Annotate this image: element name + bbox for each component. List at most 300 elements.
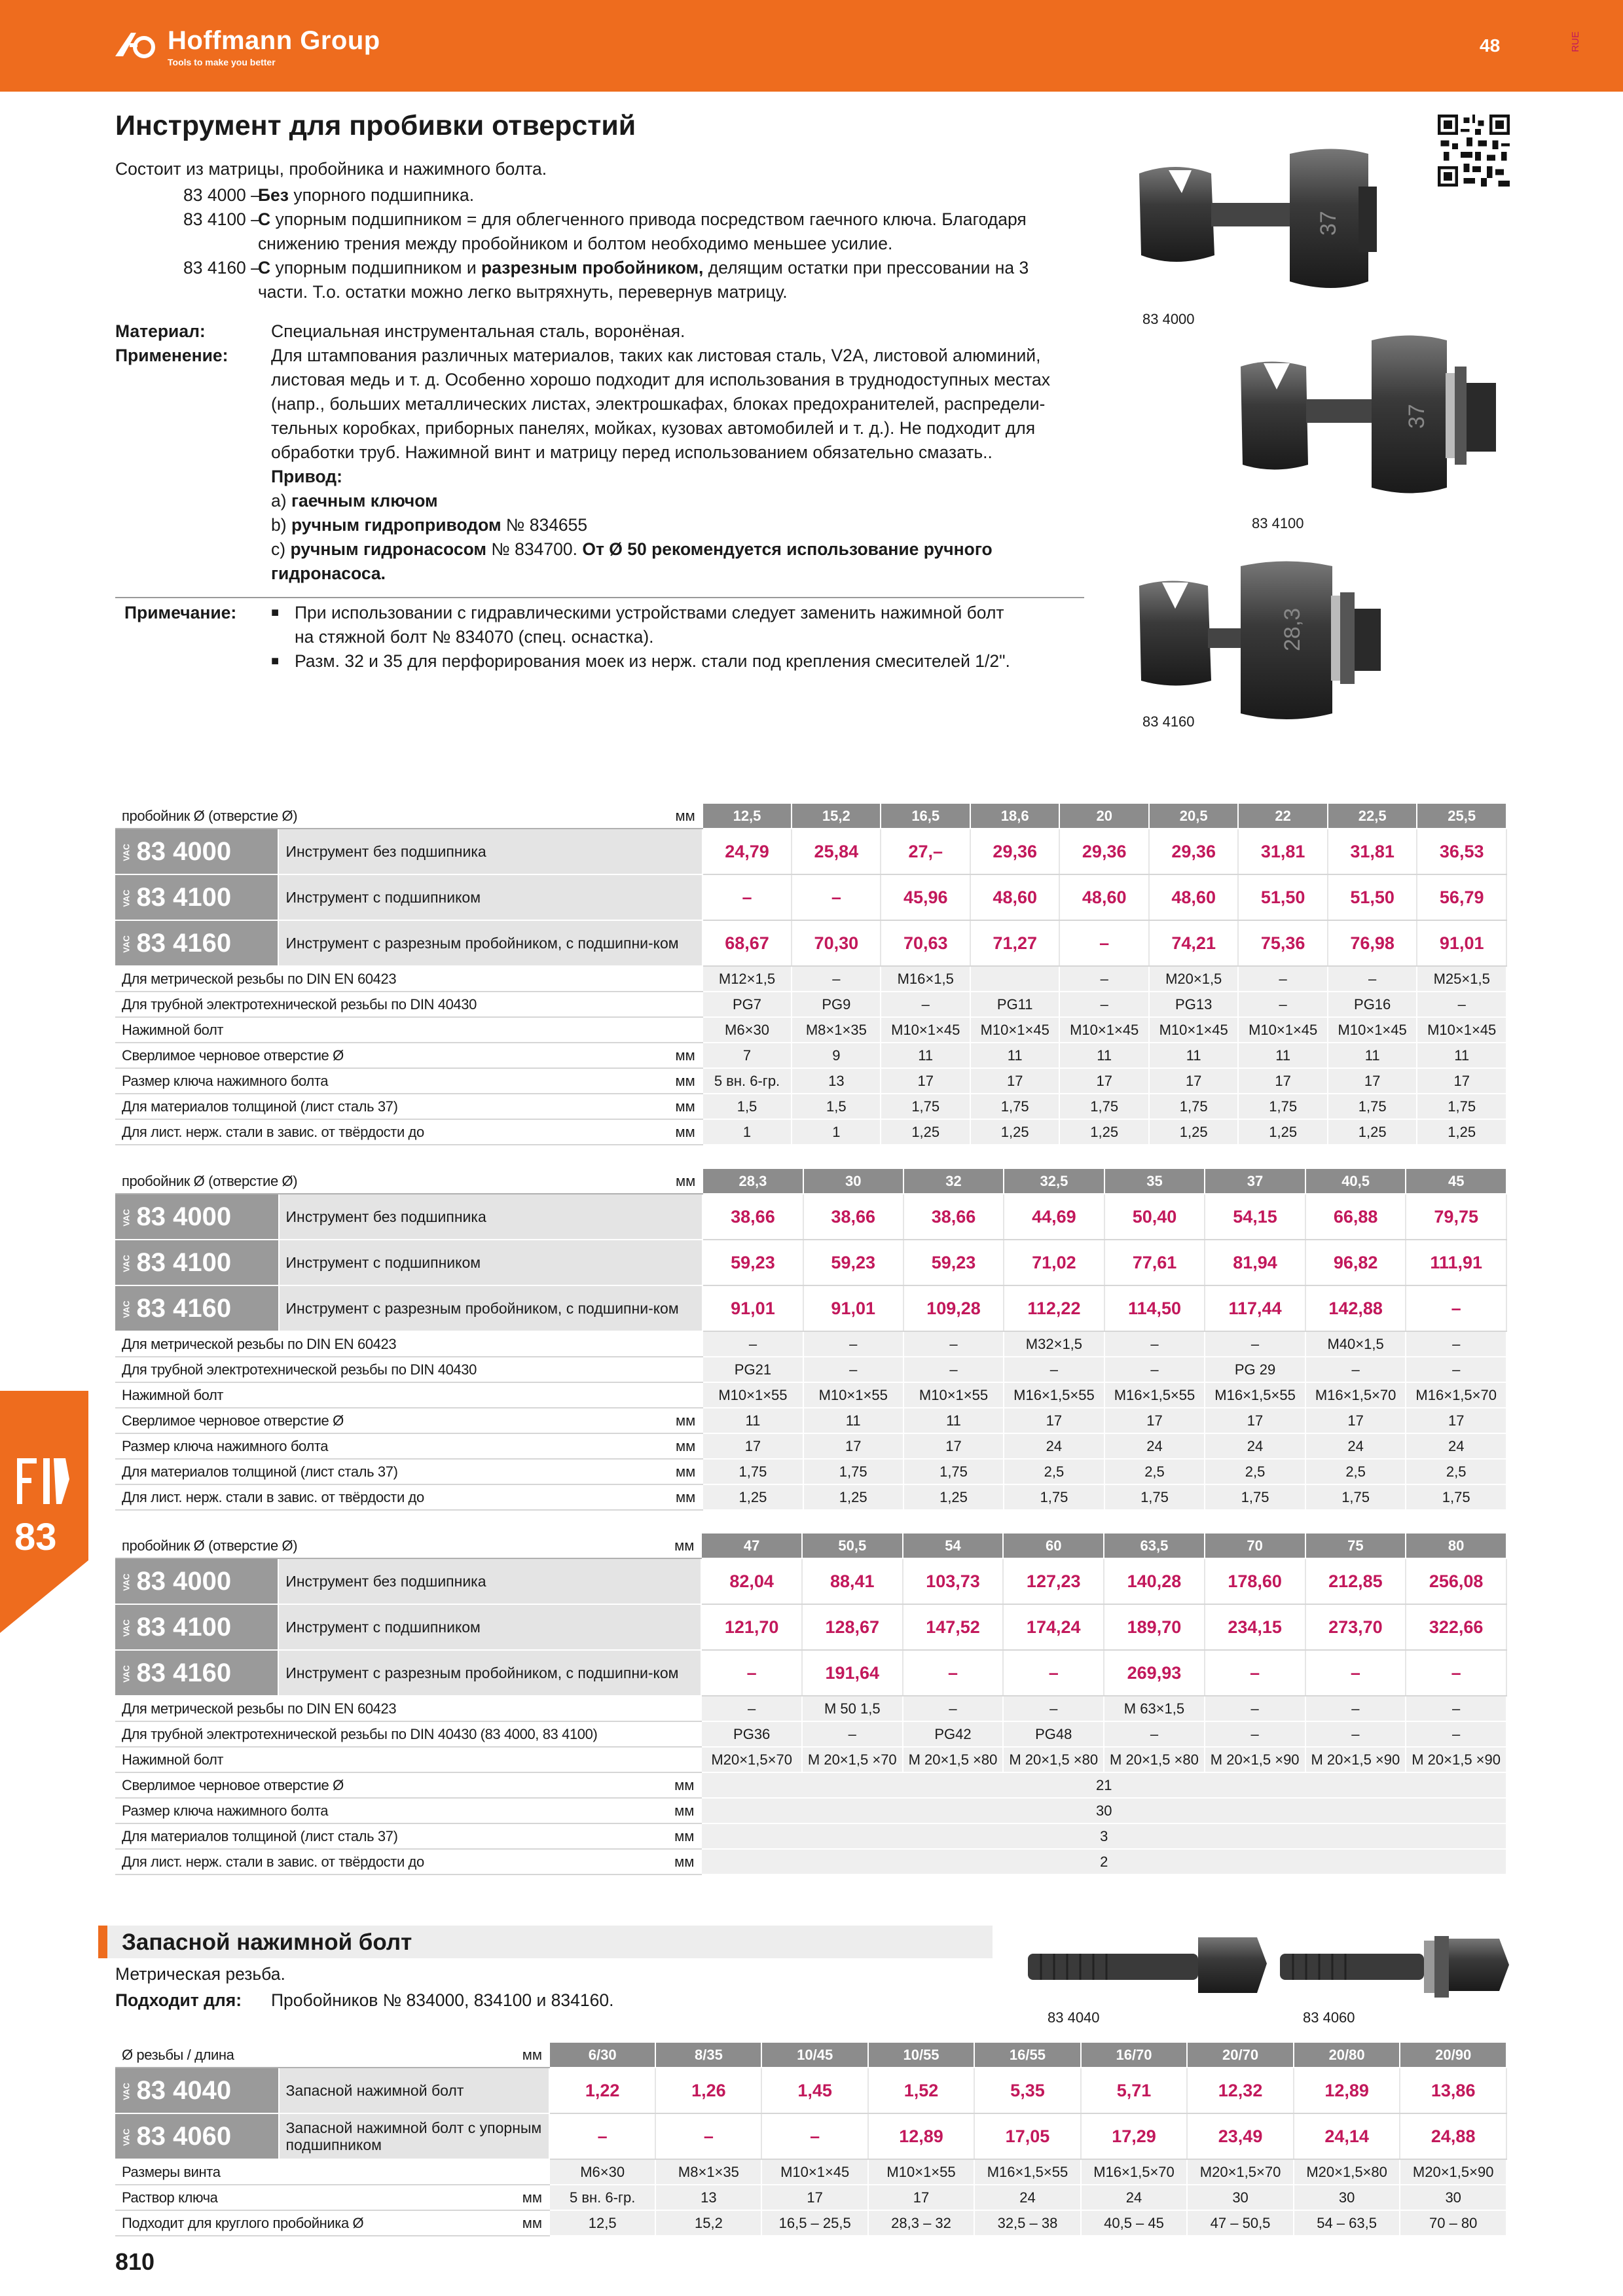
price-cell[interactable]: 269,93 <box>1104 1650 1205 1696</box>
spec-value: – <box>1238 992 1327 1017</box>
price-row[interactable] <box>115 1194 1506 1240</box>
vac-label: VAC <box>121 1209 132 1227</box>
price-cell[interactable]: 1,26 <box>655 2068 761 2113</box>
price-cell[interactable]: 31,81 <box>1238 829 1327 874</box>
price-cell[interactable]: 273,70 <box>1305 1604 1406 1650</box>
bold-text: С <box>258 209 271 229</box>
spec-value: M8×1×35 <box>655 2159 761 2185</box>
price-row[interactable] <box>115 829 1506 874</box>
spec-value: 70 – 80 <box>1400 2210 1506 2236</box>
spec-value: 1,75 <box>903 1459 1004 1484</box>
spec-value: M 20×1,5 ×80 <box>1003 1747 1104 1772</box>
price-cell[interactable]: 24,79 <box>702 829 792 874</box>
price-cell[interactable]: 117,44 <box>1205 1285 1305 1331</box>
price-row[interactable] <box>115 2113 1506 2159</box>
article-number: 83 4160 <box>136 928 232 958</box>
spec-label: Для материалов толщиной (лист сталь 37) <box>115 1459 666 1484</box>
column-header-size: 10/45 <box>761 2043 867 2068</box>
svg-text:28,3: 28,3 <box>1280 607 1305 651</box>
price-cell[interactable]: 91,01 <box>702 1285 803 1331</box>
price-cell[interactable]: – <box>903 1650 1004 1696</box>
price-cell[interactable]: 121,70 <box>701 1604 802 1650</box>
price-cell[interactable]: – <box>1406 1285 1506 1331</box>
table-header-unit: мм <box>666 804 702 829</box>
spec-row <box>115 1849 1506 1874</box>
price-cell[interactable]: 12,89 <box>868 2113 974 2159</box>
spec-label: Сверлимое черновое отверстие Ø <box>115 1772 665 1798</box>
spec-row <box>115 1119 1506 1145</box>
article-code <box>115 829 278 874</box>
spec-label: Для метрической резьбы по DIN EN 60423 <box>115 1696 665 1721</box>
photo-caption-834100: 83 4100 <box>1252 515 1304 531</box>
price-cell[interactable]: 27,– <box>881 829 970 874</box>
spec-value: 1,25 <box>1328 1119 1417 1145</box>
spec-value: M16×1,5×55 <box>1205 1382 1305 1408</box>
price-row[interactable] <box>115 1558 1506 1604</box>
spec-row <box>115 1331 1506 1357</box>
spec-value: PG7 <box>702 992 792 1017</box>
price-cell[interactable]: 38,66 <box>803 1194 903 1240</box>
spec-unit: мм <box>665 1823 702 1849</box>
spec-value: – <box>803 1357 903 1382</box>
article-number: 83 4100 <box>136 1247 232 1277</box>
price-cell[interactable]: 36,53 <box>1417 829 1506 874</box>
spec-value: 2,5 <box>1205 1459 1305 1484</box>
spec-value: 11 <box>1328 1043 1417 1068</box>
spec-value: M 20×1,5 ×70 <box>802 1747 903 1772</box>
spec-value: M10×1×55 <box>803 1382 903 1408</box>
spec-unit: мм <box>513 2185 549 2210</box>
product-name: Инструмент с разрезным пробойником, с подшипни-ком <box>278 1650 701 1696</box>
spec-value: 1,75 <box>970 1094 1059 1119</box>
spec-value: 11 <box>1059 1043 1148 1068</box>
spec-value: M10×1×45 <box>1149 1017 1238 1043</box>
spec-row <box>115 966 1506 992</box>
spec-value: 11 <box>1417 1043 1506 1068</box>
variant-line <box>183 232 1133 256</box>
spec-value: 47 – 50,5 <box>1187 2210 1294 2236</box>
price-cell[interactable]: 12,89 <box>1294 2068 1400 2113</box>
spec-value: 1,75 <box>1305 1484 1406 1510</box>
article-code <box>115 1240 279 1285</box>
spec-value: M20×1,5 <box>1149 966 1238 992</box>
spec-row <box>115 1068 1506 1094</box>
spec-unit: мм <box>666 1043 702 1068</box>
application-line: Для штампования различных материалов, таких как листовая сталь, V2A, листовой алюминий, <box>271 346 1041 365</box>
spec-value: 2,5 <box>1305 1459 1406 1484</box>
spec-value: 11 <box>702 1408 803 1433</box>
column-header-size: 6/30 <box>549 2043 655 2068</box>
price-cell[interactable]: 147,52 <box>903 1604 1004 1650</box>
column-header-size: 12,5 <box>702 804 792 829</box>
spec-value: M16×1,5×70 <box>1406 1382 1506 1408</box>
spec-label: Размеры винта <box>115 2159 513 2185</box>
price-cell[interactable]: 256,08 <box>1406 1558 1506 1604</box>
column-header-size: 47 <box>701 1534 802 1558</box>
spec-value: PG16 <box>1328 992 1417 1017</box>
spec-value: 1,25 <box>881 1119 970 1145</box>
spec-value: 1,25 <box>1238 1119 1327 1145</box>
price-cell[interactable]: 38,66 <box>903 1194 1004 1240</box>
spec-value: 24 <box>1205 1433 1305 1459</box>
spec-value: M 20×1,5 ×90 <box>1205 1747 1305 1772</box>
price-cell[interactable]: 212,85 <box>1305 1558 1406 1604</box>
spec-value: – <box>1406 1696 1506 1721</box>
column-header-size: 70 <box>1205 1534 1305 1558</box>
spec-row <box>115 1798 1506 1823</box>
text: снижению трения между пробойником и болтом необходимо меньшее усилие. <box>258 234 893 253</box>
price-cell[interactable]: 109,28 <box>903 1285 1004 1331</box>
note-line <box>271 601 1122 625</box>
vac-label: VAC <box>121 889 132 908</box>
spec-value: M20×1,5×70 <box>1187 2159 1294 2185</box>
price-cell[interactable]: 74,21 <box>1149 920 1238 966</box>
price-cell[interactable]: 128,67 <box>802 1604 903 1650</box>
price-cell[interactable]: 91,01 <box>803 1285 903 1331</box>
price-cell[interactable]: 54,15 <box>1205 1194 1305 1240</box>
spec-row <box>115 1772 1506 1798</box>
spec-unit <box>666 966 702 992</box>
price-cell[interactable]: 82,04 <box>701 1558 802 1604</box>
price-cell[interactable]: – <box>701 1650 802 1696</box>
price-cell[interactable]: – <box>549 2113 655 2159</box>
price-cell[interactable]: 70,30 <box>792 920 881 966</box>
price-cell[interactable]: 48,60 <box>1149 874 1238 920</box>
spec-row <box>115 1357 1506 1382</box>
price-cell[interactable]: 50,40 <box>1104 1194 1205 1240</box>
spec-value: M40×1,5 <box>1305 1331 1406 1357</box>
material-text: Специальная инструментальная сталь, воронёная. <box>271 321 685 341</box>
product-name: Инструмент без подшипника <box>278 1558 701 1604</box>
price-cell[interactable]: 96,82 <box>1305 1240 1406 1285</box>
spec-value: – <box>1406 1721 1506 1747</box>
spec-value: 17 <box>903 1433 1004 1459</box>
vac-label: VAC <box>121 1255 132 1273</box>
column-header-size: 15,2 <box>792 804 881 829</box>
price-cell[interactable]: 114,50 <box>1104 1285 1205 1331</box>
price-cell[interactable]: – <box>1406 1650 1506 1696</box>
brand-logo[interactable] <box>115 26 380 67</box>
spec-unit <box>665 1747 702 1772</box>
spec-label: Сверлимое черновое отверстие Ø <box>115 1043 666 1068</box>
price-cell[interactable]: 71,27 <box>970 920 1059 966</box>
spare-bolt-fits-text: Пробойников № 834000, 834100 и 834160. <box>271 1990 614 2010</box>
chapter-side-tab[interactable] <box>0 1391 88 1633</box>
drive-option <box>271 562 1142 586</box>
price-cell[interactable]: 29,36 <box>970 829 1059 874</box>
product-photo-834040 <box>1021 1924 1270 2006</box>
spec-row <box>115 1433 1506 1459</box>
column-header-size: 16,5 <box>881 804 970 829</box>
table-header-unit: мм <box>666 1169 703 1194</box>
price-cell[interactable]: 24,88 <box>1400 2113 1506 2159</box>
spec-value: 2,5 <box>1406 1459 1506 1484</box>
spec-unit: мм <box>666 1433 703 1459</box>
spec-value: M10×1×45 <box>970 1017 1059 1043</box>
spec-row <box>115 1823 1506 1849</box>
price-cell[interactable]: – <box>655 2113 761 2159</box>
spec-unit: мм <box>666 1068 702 1094</box>
spec-value: M16×1,5×70 <box>1081 2159 1188 2185</box>
spare-bolt-fits-label: Подходит для: <box>115 1990 242 2010</box>
language-code: RUE <box>1570 31 1581 52</box>
article-code <box>115 920 278 966</box>
product-name: Инструмент без подшипника <box>278 829 702 874</box>
price-row[interactable] <box>115 874 1506 920</box>
chapter-number: 83 <box>14 1516 57 1558</box>
variant-code: 83 4160 – <box>183 258 261 278</box>
product-photo-834060 <box>1273 1924 1522 2006</box>
text: упорным подшипником и <box>270 258 482 278</box>
price-cell[interactable]: 91,01 <box>1417 920 1506 966</box>
spec-value: 1,75 <box>803 1459 903 1484</box>
bold-text: Без <box>258 185 289 205</box>
column-header-size: 20 <box>1059 804 1148 829</box>
column-header-size: 60 <box>1003 1534 1104 1558</box>
spec-value: M16×1,5×55 <box>1104 1382 1205 1408</box>
price-cell[interactable]: 23,49 <box>1187 2113 1294 2159</box>
article-code <box>115 1194 279 1240</box>
spec-unit: мм <box>666 1119 702 1145</box>
spec-value: 17 <box>1104 1408 1205 1433</box>
spec-label: Для трубной электротехнической резьбы по DIN 40430 <box>115 992 666 1017</box>
spec-value: M 20×1,5 ×80 <box>903 1747 1004 1772</box>
price-cell[interactable]: 13,86 <box>1400 2068 1506 2113</box>
drive-option <box>271 489 1142 513</box>
spec-row <box>115 1747 1506 1772</box>
product-name: Запасной нажимной болт <box>279 2068 550 2113</box>
variant-code: 83 4000 – <box>183 185 261 205</box>
spec-value: 24 <box>974 2185 1081 2210</box>
price-cell[interactable]: 79,75 <box>1406 1194 1506 1240</box>
product-photo-834000 <box>1136 141 1378 301</box>
price-cell[interactable]: 48,60 <box>1059 874 1148 920</box>
spec-label: Нажимной болт <box>115 1017 666 1043</box>
price-cell[interactable]: – <box>1059 920 1148 966</box>
price-cell[interactable]: 51,50 <box>1238 874 1327 920</box>
spec-row <box>115 2185 1506 2210</box>
price-cell[interactable]: 140,28 <box>1104 1558 1205 1604</box>
application-text <box>271 344 1142 586</box>
qr-code-icon[interactable] <box>1438 115 1510 187</box>
spec-value: M10×1×45 <box>881 1017 970 1043</box>
spec-value: M10×1×55 <box>903 1382 1004 1408</box>
product-name: Инструмент с разрезным пробойником, с подшипни-ком <box>278 920 702 966</box>
price-cell[interactable]: – <box>761 2113 867 2159</box>
price-cell[interactable]: 5,35 <box>974 2068 1081 2113</box>
price-row[interactable] <box>115 1650 1506 1696</box>
brand-name: Hoffmann Group <box>168 26 380 55</box>
spec-unit: мм <box>665 1849 702 1874</box>
article-number: 83 4100 <box>136 882 232 912</box>
spec-value: – <box>1059 966 1148 992</box>
spec-value: 1,75 <box>1406 1484 1506 1510</box>
price-cell[interactable]: 81,94 <box>1205 1240 1305 1285</box>
price-cell[interactable]: 68,67 <box>702 920 792 966</box>
spec-value: 1,75 <box>1104 1484 1205 1510</box>
price-cell[interactable]: – <box>792 874 881 920</box>
spec-value: 17 <box>881 1068 970 1094</box>
price-cell[interactable]: 24,14 <box>1294 2113 1400 2159</box>
price-cell[interactable]: 29,36 <box>1149 829 1238 874</box>
price-cell[interactable]: 189,70 <box>1104 1604 1205 1650</box>
price-cell[interactable]: 25,84 <box>792 829 881 874</box>
spec-label: Нажимной болт <box>115 1382 666 1408</box>
spec-value: M25×1,5 <box>1417 966 1506 992</box>
price-cell[interactable]: 66,88 <box>1305 1194 1406 1240</box>
brand-logo-icon <box>115 30 161 59</box>
price-cell[interactable]: 191,64 <box>802 1650 903 1696</box>
price-cell[interactable]: 142,88 <box>1305 1285 1406 1331</box>
price-row[interactable] <box>115 920 1506 966</box>
price-row[interactable] <box>115 1285 1506 1331</box>
column-header-size: 10/55 <box>868 2043 974 2068</box>
price-cell[interactable]: 45,96 <box>881 874 970 920</box>
note-items <box>271 601 1122 673</box>
spec-value: 24 <box>1305 1433 1406 1459</box>
price-row[interactable] <box>115 1604 1506 1650</box>
material-label: Материал: <box>115 321 206 341</box>
price-table-3 <box>115 1534 1507 1875</box>
variant-code: 83 4100 – <box>183 209 261 229</box>
price-cell[interactable]: 178,60 <box>1205 1558 1305 1604</box>
spec-label: Для метрической резьбы по DIN EN 60423 <box>115 1331 666 1357</box>
spec-value: – <box>1417 992 1506 1017</box>
bold-text: ручным гидронасосом <box>290 539 487 559</box>
spec-label: Для лист. нерж. стали в завис. от твёрдости до <box>115 1119 666 1145</box>
spec-value: M10×1×55 <box>868 2159 974 2185</box>
price-cell[interactable]: 17,05 <box>974 2113 1081 2159</box>
price-cell[interactable]: 1,52 <box>868 2068 974 2113</box>
spec-value: M16×1,5×55 <box>974 2159 1081 2185</box>
price-cell[interactable]: 75,36 <box>1238 920 1327 966</box>
vac-label: VAC <box>121 1300 132 1319</box>
price-cell[interactable]: 1,22 <box>549 2068 655 2113</box>
spec-value: 17 <box>1205 1408 1305 1433</box>
text: № 834700. <box>486 539 583 559</box>
product-photo-834100 <box>1237 327 1512 504</box>
table-header-label: пробойник Ø (отверстие Ø) <box>115 804 666 829</box>
table-header-label: пробойник Ø (отверстие Ø) <box>115 1169 666 1194</box>
spec-value: – <box>1305 1357 1406 1382</box>
text: c) <box>271 539 291 559</box>
price-cell[interactable]: 59,23 <box>702 1240 803 1285</box>
price-table-spare-bolt <box>115 2043 1507 2236</box>
note-divider <box>115 597 1084 598</box>
price-cell[interactable]: 59,23 <box>903 1240 1004 1285</box>
price-cell[interactable]: 51,50 <box>1328 874 1417 920</box>
price-cell[interactable]: 112,22 <box>1004 1285 1104 1331</box>
vac-label: VAC <box>121 2128 132 2147</box>
spec-value: – <box>903 1357 1004 1382</box>
spec-value: M6×30 <box>702 1017 792 1043</box>
page-title: Инструмент для пробивки отверстий <box>115 110 636 141</box>
price-cell[interactable]: – <box>1003 1650 1104 1696</box>
spec-value: – <box>1305 1696 1406 1721</box>
price-row[interactable] <box>115 1240 1506 1285</box>
price-cell[interactable]: 38,66 <box>702 1194 803 1240</box>
price-cell[interactable]: 111,91 <box>1406 1240 1506 1285</box>
vac-label: VAC <box>121 1665 132 1683</box>
spec-label: Сверлимое черновое отверстие Ø <box>115 1408 666 1433</box>
spec-value: 2,5 <box>1004 1459 1104 1484</box>
table-header-label: пробойник Ø (отверстие Ø) <box>115 1534 665 1558</box>
price-cell[interactable]: 76,98 <box>1328 920 1417 966</box>
price-cell[interactable]: 103,73 <box>903 1558 1004 1604</box>
page-number-top: 48 <box>1480 35 1501 56</box>
spec-value: 1,75 <box>1417 1094 1506 1119</box>
price-cell[interactable]: 59,23 <box>803 1240 903 1285</box>
spec-value: – <box>881 992 970 1017</box>
note-line <box>271 649 1122 673</box>
price-cell[interactable]: 44,69 <box>1004 1194 1104 1240</box>
variant-line <box>183 207 1133 232</box>
spec-row <box>115 2210 1506 2236</box>
text: № 834655 <box>501 515 588 535</box>
spec-value: 24 <box>1406 1433 1506 1459</box>
price-cell[interactable]: 1,45 <box>761 2068 867 2113</box>
bullet-icon: ■ <box>271 654 280 668</box>
price-cell[interactable]: – <box>1205 1650 1305 1696</box>
spec-value: 1,75 <box>1059 1094 1148 1119</box>
product-photo-834160 <box>1136 556 1424 720</box>
price-cell[interactable]: 56,79 <box>1417 874 1506 920</box>
price-cell[interactable]: 29,36 <box>1059 829 1148 874</box>
spec-value: – <box>802 1721 903 1747</box>
spec-value: PG13 <box>1149 992 1238 1017</box>
price-cell[interactable]: 12,32 <box>1187 2068 1294 2113</box>
product-name: Инструмент с разрезным пробойником, с подшипни-ком <box>279 1285 703 1331</box>
article-code <box>115 1650 278 1696</box>
price-cell[interactable]: 70,63 <box>881 920 970 966</box>
price-cell[interactable]: 174,24 <box>1003 1604 1104 1650</box>
variant-line <box>183 183 1133 207</box>
price-cell[interactable]: 48,60 <box>970 874 1059 920</box>
spec-value: – <box>1406 1357 1506 1382</box>
price-row[interactable] <box>115 2068 1506 2113</box>
bold-text: гаечным ключом <box>291 491 438 511</box>
price-cell[interactable]: 5,71 <box>1081 2068 1188 2113</box>
column-header-size: 45 <box>1406 1169 1506 1194</box>
spec-value: 21 <box>701 1772 1506 1798</box>
column-header-size: 18,6 <box>970 804 1059 829</box>
spec-value: – <box>903 1696 1004 1721</box>
price-cell[interactable]: 71,02 <box>1004 1240 1104 1285</box>
price-cell[interactable]: 234,15 <box>1205 1604 1305 1650</box>
price-cell[interactable]: 31,81 <box>1328 829 1417 874</box>
price-cell[interactable]: 127,23 <box>1003 1558 1104 1604</box>
price-cell[interactable]: 88,41 <box>802 1558 903 1604</box>
spec-value: PG36 <box>701 1721 802 1747</box>
price-cell[interactable]: 322,66 <box>1406 1604 1506 1650</box>
application-line: тельных коробках, приборных панелях, мойках, кузовах автомобилей и т. д.). Не подходит для <box>271 418 1036 438</box>
spec-value: 1,75 <box>1238 1094 1327 1119</box>
price-cell[interactable]: – <box>1305 1650 1406 1696</box>
price-cell[interactable]: – <box>702 874 792 920</box>
spec-unit <box>666 1382 703 1408</box>
price-cell[interactable]: 17,29 <box>1081 2113 1188 2159</box>
spec-value: – <box>792 966 881 992</box>
spec-label: Нажимной болт <box>115 1747 665 1772</box>
spec-value: 1,25 <box>702 1484 803 1510</box>
spec-row <box>115 1408 1506 1433</box>
price-cell[interactable]: 77,61 <box>1104 1240 1205 1285</box>
spec-value: – <box>1205 1721 1305 1747</box>
spec-value: 1,25 <box>1417 1119 1506 1145</box>
article-number: 83 4100 <box>136 1612 232 1641</box>
column-header-size: 63,5 <box>1104 1534 1205 1558</box>
spec-value: 17 <box>1328 1068 1417 1094</box>
